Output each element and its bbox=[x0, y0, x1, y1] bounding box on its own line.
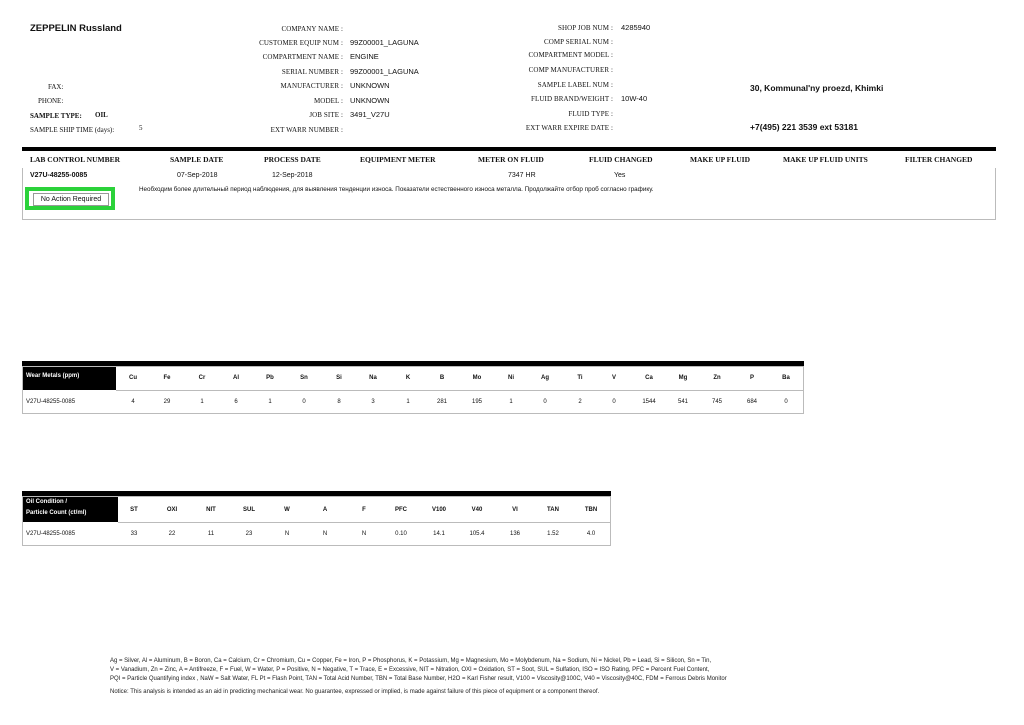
wear-metal-column-header: K bbox=[405, 375, 411, 381]
oil-condition-column-header: V100 bbox=[431, 507, 446, 513]
wear-metal-value: 1 bbox=[509, 399, 513, 405]
sample-type-label: SAMPLE TYPE: bbox=[30, 112, 82, 120]
wear-metal-column-header: Mo bbox=[472, 375, 482, 381]
sample-comment: Необходим более длительный период наблюдения, для выявления тенденции износа. Показатели естественного износа металла. Продолжайте отбор проб согласно графику. bbox=[139, 186, 654, 193]
wear-metal-value: 0 bbox=[612, 399, 616, 405]
wear-metal-value: 2 bbox=[578, 399, 582, 405]
wear-metal-column-header: Ti bbox=[577, 375, 583, 381]
header-field-value: 10W-40 bbox=[621, 94, 648, 103]
sample-column-header: PROCESS DATE bbox=[264, 155, 321, 164]
fax-label: FAX: bbox=[48, 83, 64, 91]
wear-metal-value: 541 bbox=[677, 399, 688, 405]
wear-metal-column-header: Cr bbox=[198, 375, 206, 381]
wear-metal-value: 684 bbox=[746, 399, 757, 405]
header-field-label: EXT WARR EXPIRE DATE : bbox=[525, 124, 613, 132]
sample-column-header: MAKE UP FLUID bbox=[690, 155, 750, 164]
oil-condition-title-2: Particle Count (ct/ml) bbox=[26, 510, 87, 516]
oil-condition-value: 0.10 bbox=[395, 531, 407, 537]
sample-column-header: EQUIPMENT METER bbox=[360, 155, 436, 164]
wear-metal-value: 1544 bbox=[642, 399, 656, 405]
oil-condition-value: N bbox=[361, 531, 367, 537]
oil-condition-value: 105.4 bbox=[469, 531, 485, 537]
oil-condition-column-header: W bbox=[284, 507, 290, 513]
oil-condition-column-header: SUL bbox=[243, 507, 255, 513]
sample-column-header: MAKE UP FLUID UNITS bbox=[783, 155, 868, 164]
sample-table-rule bbox=[22, 147, 996, 151]
wear-metal-column-header: Al bbox=[233, 375, 239, 381]
ship-time-value: 5 bbox=[139, 124, 143, 132]
company-address: 30, Kommunal'ny proezd, Khimki bbox=[750, 83, 884, 93]
wear-metal-column-header: Ag bbox=[541, 375, 549, 381]
header-field-label: COMPARTMENT MODEL : bbox=[528, 51, 613, 59]
header-field-value: 99Z00001_LAGUNA bbox=[350, 67, 419, 76]
header-field-value: UNKNOWN bbox=[350, 81, 390, 90]
ship-time-label: SAMPLE SHIP TIME (days): bbox=[30, 126, 115, 134]
wear-metal-column-header: V bbox=[611, 375, 616, 381]
header-field-label: COMP SERIAL NUM : bbox=[543, 38, 613, 46]
sample-column-header: LAB CONTROL NUMBER bbox=[30, 155, 121, 164]
wear-metal-value: 1 bbox=[268, 399, 272, 405]
company-phone: +7(495) 221 3539 ext 53181 bbox=[750, 122, 858, 132]
wear-metal-column-header: Fe bbox=[163, 375, 171, 381]
oil-condition-column-header: ST bbox=[130, 507, 138, 513]
status-highlight bbox=[25, 187, 115, 210]
sample-date: 07-Sep-2018 bbox=[177, 172, 218, 179]
oil-condition-value: 1.52 bbox=[547, 531, 559, 537]
oil-condition-column-header: NIT bbox=[206, 507, 216, 513]
wear-metal-value: 4 bbox=[131, 399, 135, 405]
wear-metals-divider bbox=[116, 390, 804, 391]
wear-metal-value: 0 bbox=[784, 399, 788, 405]
oil-condition-value: 136 bbox=[509, 531, 520, 537]
company-name: ZEPPELIN Russland bbox=[30, 23, 122, 34]
header-field-label: FLUID TYPE : bbox=[568, 110, 613, 118]
header-field-label: SERIAL NUMBER : bbox=[281, 68, 343, 76]
wear-metal-column-header: Mg bbox=[678, 375, 688, 381]
legend-line-2: V = Vanadium, Zn = Zinc, A = Antifreeze, F = Fuel, W = Water, P = Positive, N = Negative, T = Trace, E = Excessive, NIT = Nitration, OXI = Oxidation, ST = Soot, SUL = Sulfation, ISO = ISO Rating, PFC = Percent Fuel Content, bbox=[110, 667, 710, 673]
notice-text: Notice: This analysis is intended as an aid in predicting mechanical wear. No guarantee, expressed or implied, is made against failure of this piece of equipment or a component thereof. bbox=[110, 689, 600, 695]
sample-column-header: FLUID CHANGED bbox=[589, 155, 653, 164]
oil-condition-table bbox=[22, 496, 611, 546]
phone-label: PHONE: bbox=[38, 97, 64, 105]
header-field-label: CUSTOMER EQUIP NUM : bbox=[259, 39, 343, 47]
process-date: 12-Sep-2018 bbox=[272, 172, 313, 179]
wear-metal-column-header: Si bbox=[336, 375, 342, 381]
wear-metals-row-label: V27U-48255-0085 bbox=[26, 399, 76, 405]
wear-metal-column-header: Ca bbox=[645, 375, 653, 381]
wear-metal-value: 3 bbox=[371, 399, 375, 405]
header-field-value: 3491_V27U bbox=[350, 110, 390, 119]
header-field-label: JOB SITE : bbox=[309, 111, 343, 119]
oil-condition-title-1: Oil Condition / bbox=[26, 499, 67, 505]
header-field-label: COMP MANUFACTURER : bbox=[528, 66, 613, 74]
oil-condition-value: 23 bbox=[245, 531, 253, 537]
wear-metals-title: Wear Metals (ppm) bbox=[26, 373, 80, 379]
header-field-label: MODEL : bbox=[313, 97, 343, 105]
oil-condition-value: 14.1 bbox=[433, 531, 445, 537]
oil-condition-column-header: TBN bbox=[584, 507, 598, 513]
wear-metal-value: 29 bbox=[163, 399, 171, 405]
wear-metal-column-header: P bbox=[749, 375, 754, 381]
oil-condition-value: 33 bbox=[130, 531, 138, 537]
header-field-label: SAMPLE LABEL NUM : bbox=[537, 81, 613, 89]
oil-condition-column-header: PFC bbox=[395, 507, 407, 513]
legend-line-3: PQI = Particle Quantifying index , NaW = Salt Water, FL Pt = Flash Point, TAN = Total Acid Number, TBN = Total Base Number, H2O = Karl Fisher result, V100 = Viscosity@100C, V40 = Viscosity@40C, FDM = Ferrous Debris Monitor bbox=[110, 676, 727, 682]
wear-metal-column-header: Sn bbox=[300, 375, 308, 381]
header-field-label: EXT WARR NUMBER : bbox=[270, 126, 343, 134]
oil-condition-value: 22 bbox=[168, 531, 176, 537]
wear-metal-value: 1 bbox=[406, 399, 410, 405]
legend-line-1: Ag = Silver, Al = Aluminum, B = Boron, Ca = Calcium, Cr = Chromium, Cu = Copper, Fe = Iron, P = Phosphorus, K = Potassium, Mg = Magnesium, Mo = Molybdenum, Na = Sodium, Ni = Nickel, Pb = Lead, Si = Silicon, Sn = Tin, bbox=[110, 658, 712, 664]
sample-column-header: SAMPLE DATE bbox=[170, 155, 224, 164]
oil-condition-column-header: VI bbox=[512, 507, 518, 513]
wear-metal-column-header: Na bbox=[369, 375, 377, 381]
wear-metal-value: 1 bbox=[200, 399, 204, 405]
wear-metal-value: 8 bbox=[337, 399, 341, 405]
header-field-value: UNKNOWN bbox=[350, 96, 390, 105]
sample-column-header: METER ON FLUID bbox=[478, 155, 544, 164]
fluid-changed: Yes bbox=[614, 172, 626, 179]
oil-condition-value: N bbox=[284, 531, 290, 537]
oil-condition-row-label: V27U-48255-0085 bbox=[26, 531, 76, 537]
wear-metal-column-header: Pb bbox=[266, 375, 274, 381]
oil-condition-divider bbox=[118, 522, 611, 523]
wear-metal-value: 745 bbox=[711, 399, 722, 405]
header-field-label: COMPARTMENT NAME : bbox=[262, 53, 343, 61]
wear-metal-value: 0 bbox=[302, 399, 306, 405]
wear-metal-column-header: B bbox=[439, 375, 445, 381]
header-field-label: COMPANY NAME : bbox=[281, 25, 343, 33]
oil-condition-value: 4.0 bbox=[586, 531, 596, 537]
wear-metal-value: 195 bbox=[471, 399, 482, 405]
oil-condition-column-header: F bbox=[362, 507, 366, 513]
oil-condition-column-header: TAN bbox=[547, 507, 559, 513]
meter-on-fluid: 7347 HR bbox=[508, 172, 536, 179]
oil-condition-value: 11 bbox=[207, 531, 215, 537]
sample-column-header: FILTER CHANGED bbox=[905, 155, 973, 164]
header-field-label: SHOP JOB NUM : bbox=[557, 24, 613, 32]
wear-metal-value: 6 bbox=[234, 399, 238, 405]
sample-type-value: OIL bbox=[95, 111, 108, 119]
status-badge: No Action Required bbox=[33, 193, 109, 206]
header-field-label: FLUID BRAND/WEIGHT : bbox=[531, 95, 613, 103]
oil-condition-value: N bbox=[322, 531, 328, 537]
oil-condition-column-header: OXI bbox=[166, 507, 178, 513]
oil-condition-column-header: V40 bbox=[471, 507, 483, 513]
wear-metal-value: 0 bbox=[543, 399, 547, 405]
lab-control-number: V27U-48255-0085 bbox=[30, 172, 88, 179]
header-field-label: MANUFACTURER : bbox=[280, 82, 343, 90]
header-field-value: 4285940 bbox=[621, 23, 651, 32]
wear-metal-column-header: Ba bbox=[782, 375, 790, 381]
wear-metal-column-header: Cu bbox=[129, 375, 137, 381]
wear-metal-column-header: Zn bbox=[713, 375, 721, 381]
header-field-value: ENGINE bbox=[350, 52, 379, 61]
oil-condition-column-header: A bbox=[322, 507, 328, 513]
wear-metal-value: 281 bbox=[436, 399, 447, 405]
header-field-value: 99Z00001_LAGUNA bbox=[350, 38, 419, 47]
wear-metal-column-header: Ni bbox=[508, 375, 514, 381]
